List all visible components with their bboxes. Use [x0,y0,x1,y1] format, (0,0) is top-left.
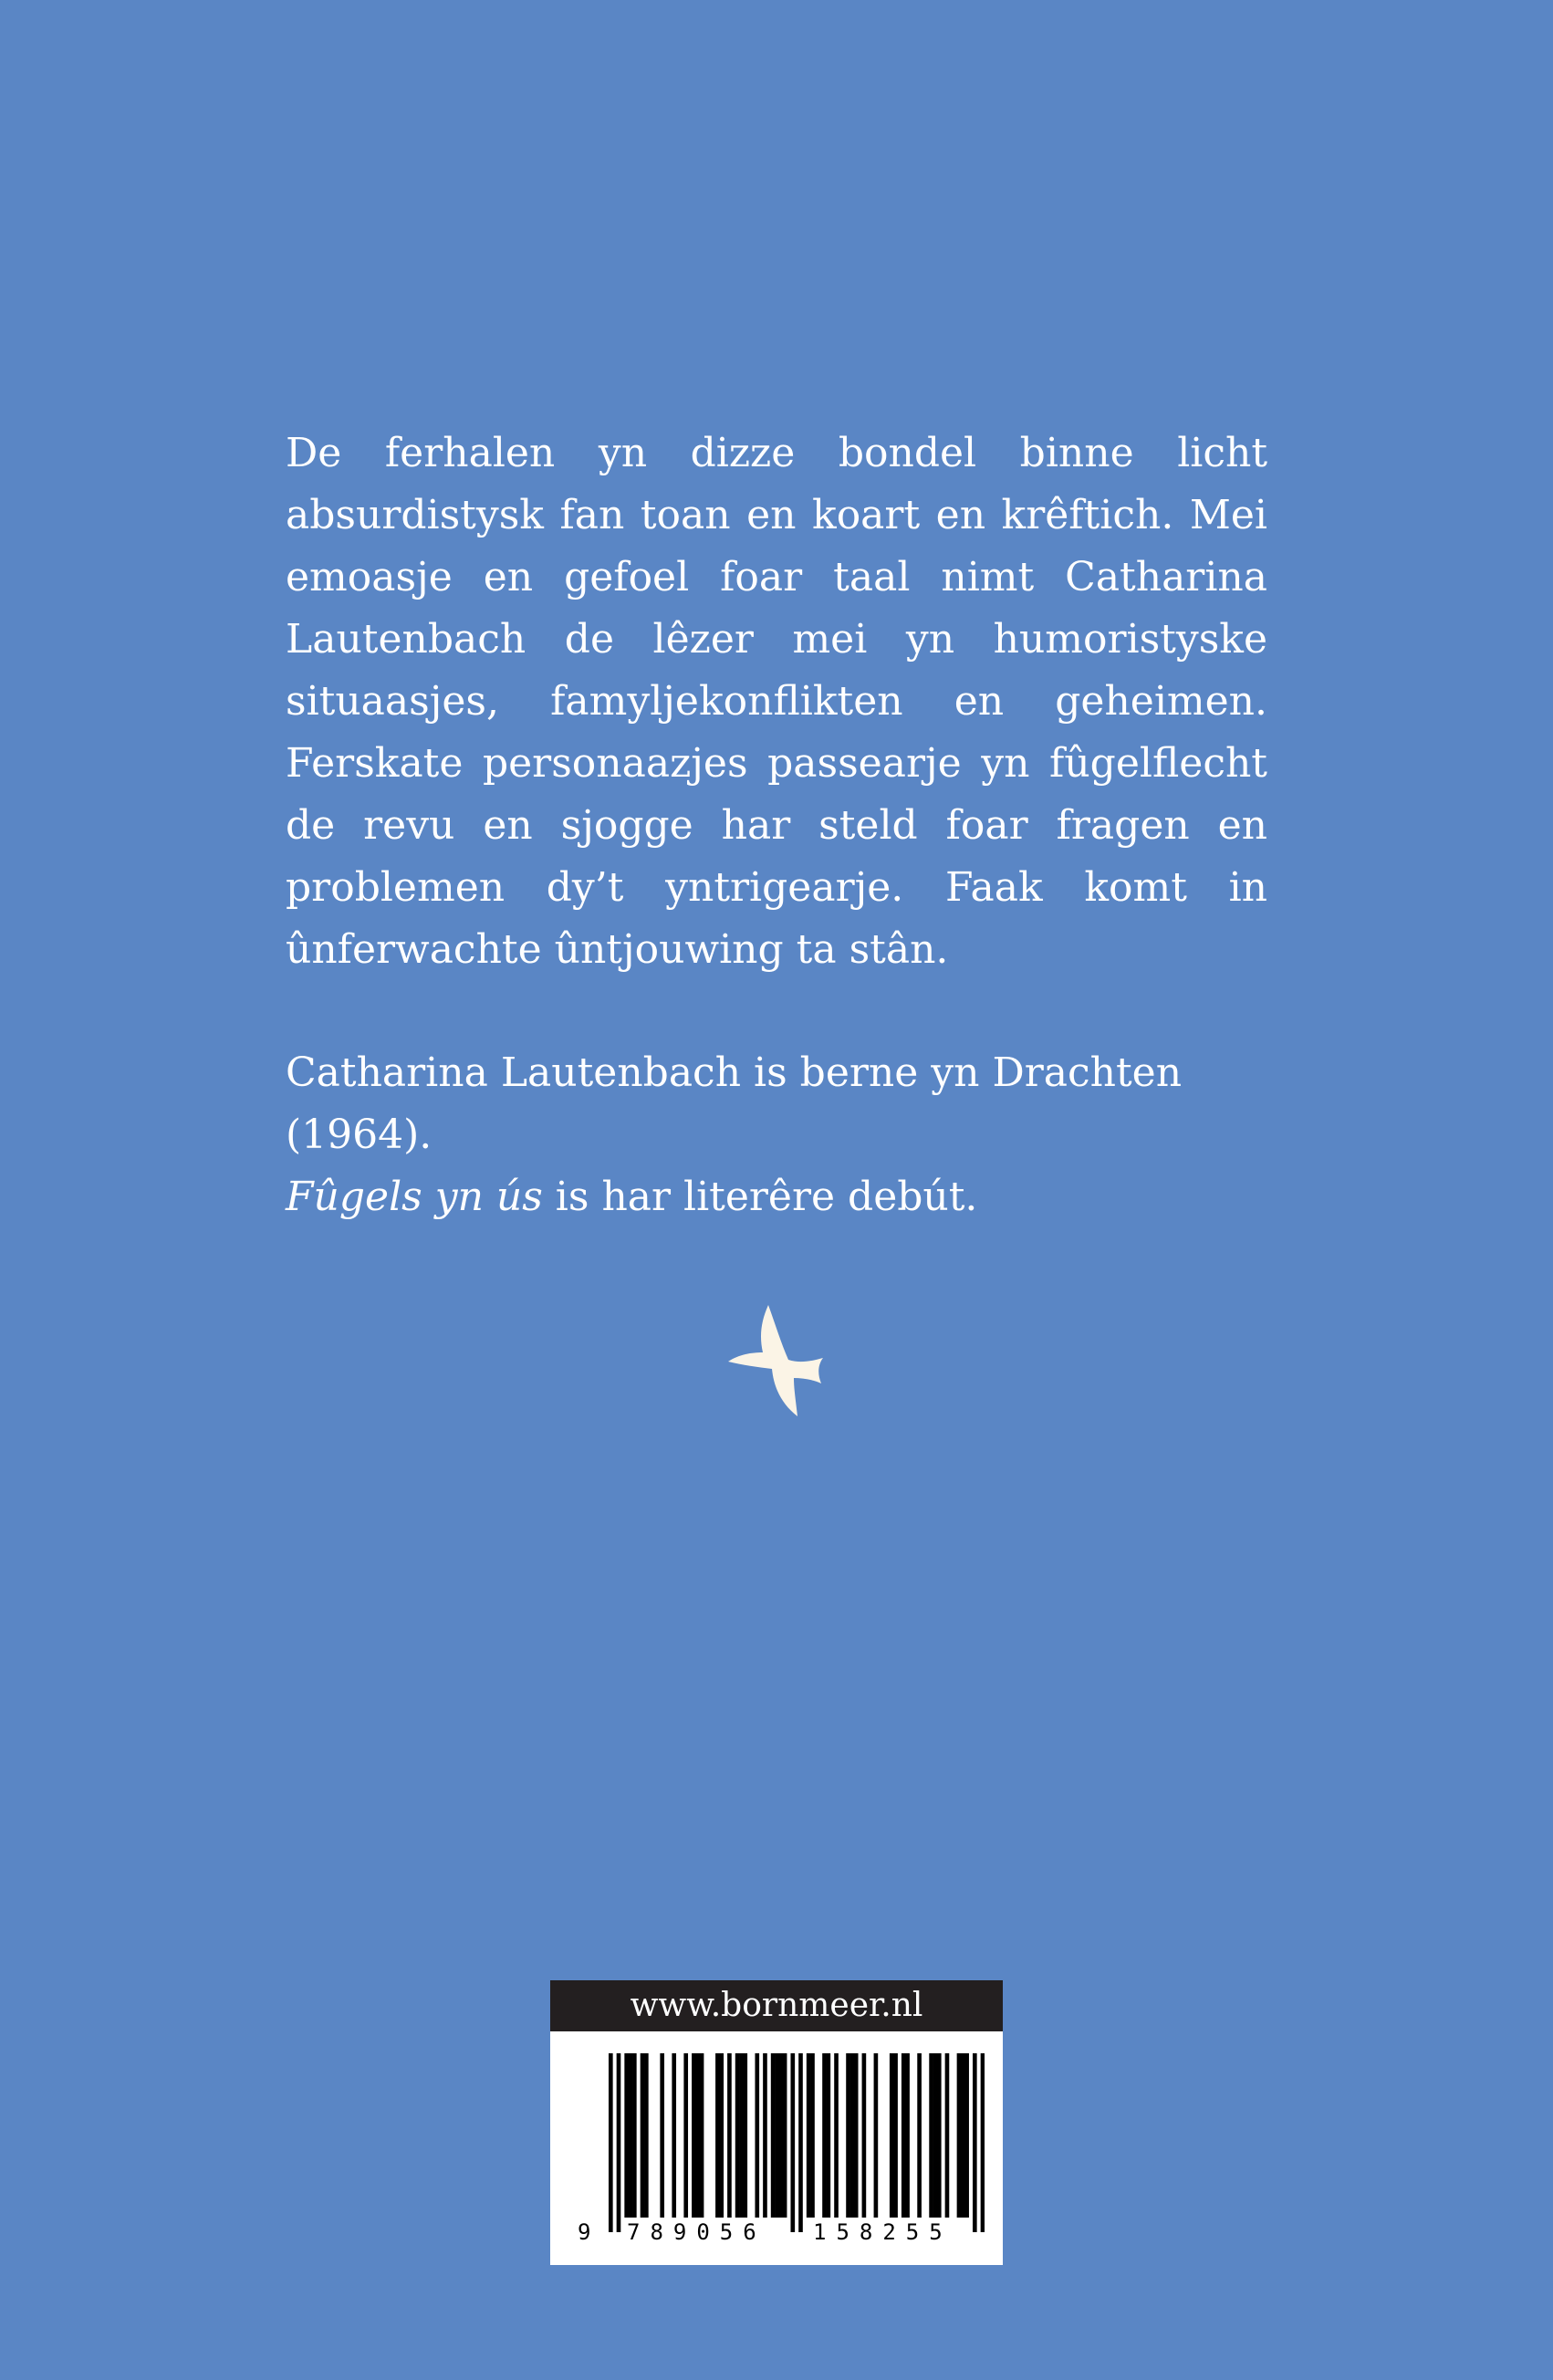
barcode-digits [565,2219,985,2256]
barcode-bar [692,2053,696,2218]
author-bio [286,1042,1289,1228]
barcode-right-digits: 158255 [813,2219,953,2245]
barcode-bar [846,2053,850,2218]
barcode-bar [893,2053,898,2218]
barcode-bar [771,2053,776,2218]
barcode-bar [937,2053,942,2218]
barcode-bar [862,2053,867,2218]
barcode-bar [964,2053,969,2218]
bio-suffix: is har literêre debút. [542,1174,978,1220]
barcode-bar [961,2053,965,2218]
barcode-label [550,1980,1003,2265]
barcode-bar [683,2053,688,2218]
barcode-bar [957,2053,962,2218]
barcode-bar [755,2053,759,2218]
barcode-bar [629,2053,633,2218]
barcode-bar [917,2053,922,2218]
barcode-bar [715,2053,720,2218]
barcode-bar [735,2053,740,2218]
barcode-bar [739,2053,744,2218]
barcode-bar [617,2053,621,2232]
barcode-bar [641,2053,645,2218]
barcode-first-digit: 9 [578,2219,591,2245]
barcode-bar [890,2053,894,2218]
barcode-bar [973,2053,977,2232]
blurb-text: De ferhalen yn dizze bondel binne licht absurdistysk fan toan en koart en krêftich. Mei emoasje en gefoel foar taal nimt Catharina Lautenbach de lêzer mei yn humoristyske situaasjes, famyljekonflikten en geheimen. Ferskate personaazjes passearje yn fûgelflecht de revu en sjogge har steld foar fragen en problemen dy’t yntrigearje. Faak komt in ûnferwachte ûntjouwing ta stân. [286,430,1267,973]
barcode-left-digits: 789056 [627,2219,766,2245]
barcode-bar [822,2053,827,2218]
barcode-bar [783,2053,787,2218]
barcode-bar [778,2053,783,2218]
barcode-bar [850,2053,855,2218]
barcode-bar [727,2053,732,2218]
barcode-bar [695,2053,700,2218]
barcode-bar [945,2053,950,2218]
barcode-bar [854,2053,859,2218]
barcode-bar [763,2053,767,2218]
barcode-bar [660,2053,664,2218]
barcode-bar [790,2053,795,2232]
bird-icon [728,1305,825,1416]
barcode-bar [834,2053,839,2218]
barcode-bar [981,2053,985,2232]
barcode-bar [719,2053,724,2218]
barcode-bar [807,2053,811,2218]
barcode-bar [905,2053,910,2218]
barcode-bar [933,2053,938,2218]
barcode-bar [798,2053,803,2232]
barcode-bar [743,2053,747,2218]
barcode-bar [644,2053,649,2218]
barcode-bar [775,2053,779,2218]
barcode-bar [929,2053,933,2218]
barcode-bar [632,2053,637,2218]
barcode-bar [700,2053,704,2218]
barcode-bar [672,2053,676,2218]
barcode-bar [609,2053,613,2232]
barcode-bars [609,2053,985,2232]
barcode-bar [827,2053,831,2218]
barcode-bar [810,2053,815,2218]
barcode-bar [624,2053,629,2218]
book-title: Fûgels yn ús [286,1174,543,1220]
barcode-bar [874,2053,879,2218]
publisher-url: www.bornmeer.nl [550,1980,1003,2031]
barcode-bar [902,2053,906,2218]
bio-line: Catharina Lautenbach is berne yn Drachten (1964). [286,1049,1183,1158]
